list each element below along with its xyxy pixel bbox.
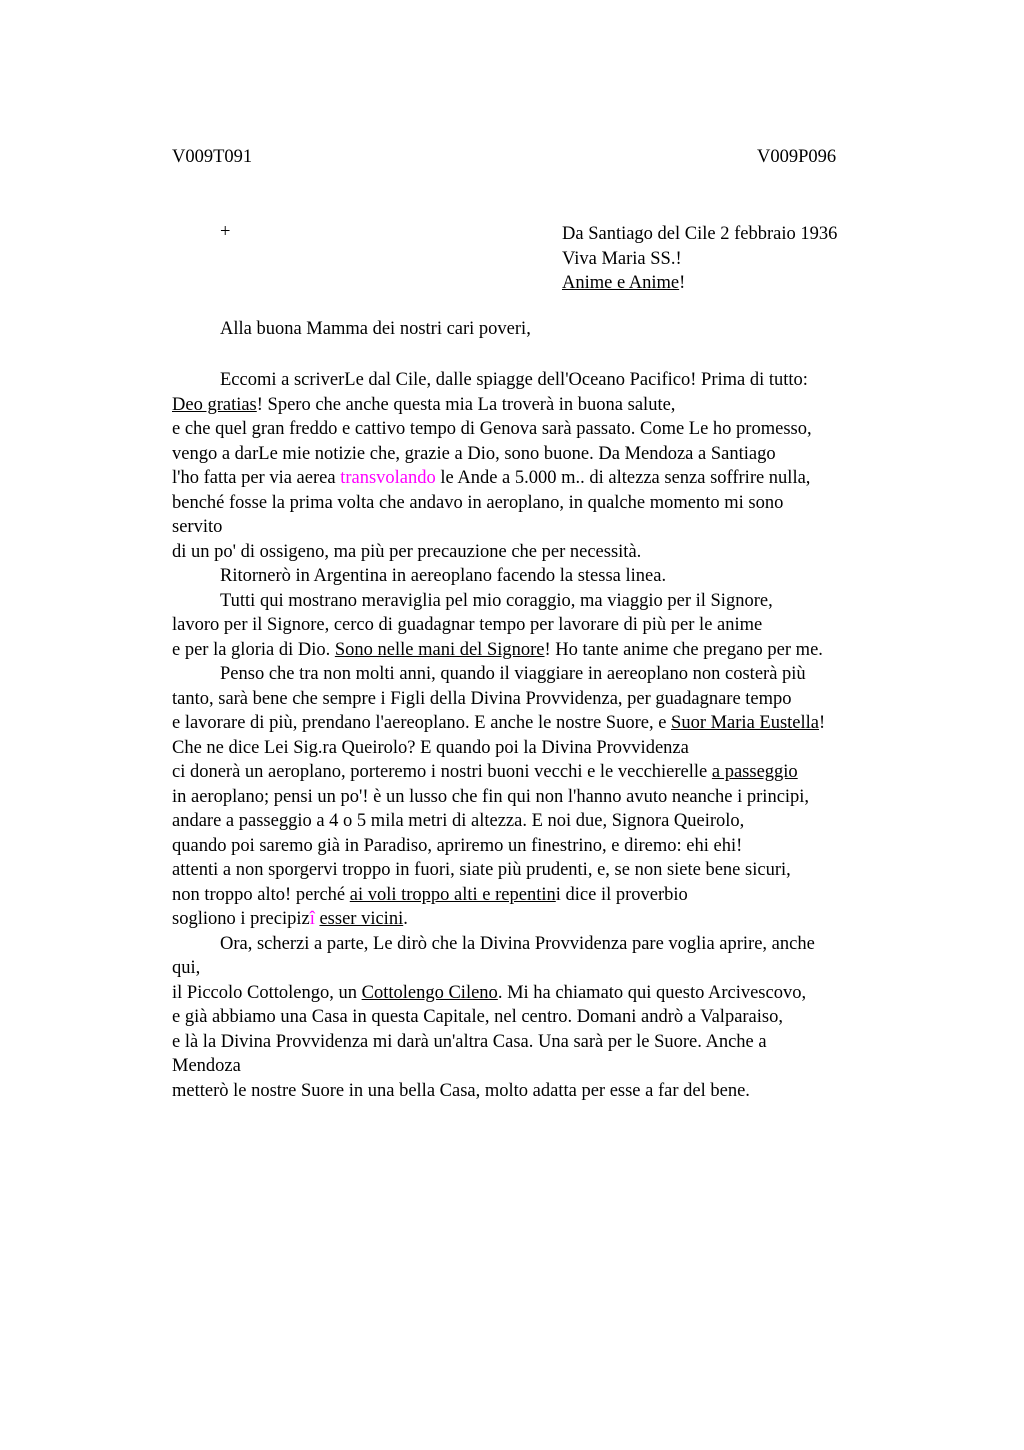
underlined-phrase: Deo gratias xyxy=(172,394,257,415)
body-line: e per la gloria di Dio. Sono nelle mani del Signore! Ho tante anime che pregano per me. xyxy=(172,639,823,660)
body-line: vengo a darLe mie notizie che, grazie a Dio, sono buone. Da Mendoza a Santiago xyxy=(172,443,776,464)
underlined-phrase: Cottolengo Cileno xyxy=(361,982,498,1003)
body-line: lavoro per il Signore, cerco di guadagnar tempo per lavorare di più per le anime xyxy=(172,615,763,635)
body-line: Eccomi a scriverLe dal Cile, dalle spiagge dell'Oceano Pacifico! Prima di tutto: xyxy=(220,370,808,390)
body-line: non troppo alto! perché ai voli troppo alti e repentini dice il proverbio xyxy=(172,884,688,905)
place-date: Da Santiago del Cile 2 febbraio 1936 xyxy=(562,224,838,244)
body-line: Ora, scherzi a parte, Le dirò che la Divina Provvidenza pare voglia aprire, anche xyxy=(220,933,815,954)
underlined-phrase: esser vicini xyxy=(319,909,404,929)
body-line: Deo gratias! Spero che anche questa mia La troverà in buona salute, xyxy=(172,394,676,415)
invocation: Viva Maria SS.! xyxy=(562,248,682,269)
motto-end: ! xyxy=(679,273,686,293)
underlined-phrase: Sono nelle mani del Signore xyxy=(334,639,545,660)
body-line: Tutti qui mostrano meraviglia pel mio coraggio, ma viaggio per il Signore, xyxy=(220,590,773,611)
highlighted-word: transvolando xyxy=(340,468,436,488)
motto xyxy=(562,271,837,296)
body-line: Ritornerò in Argentina in aereoplano facendo la stessa linea. xyxy=(220,566,667,586)
body-line: sogliono i precipizî esser vicini. xyxy=(172,909,408,929)
body-line: tanto, sarà bene che sempre i Figli della Divina Provvidenza, per guadagnare tempo xyxy=(172,688,792,709)
body-line: e già abbiamo una Casa in questa Capitale, nel centro. Domani andrò a Valparaiso, xyxy=(172,1007,783,1027)
body-line: l'ho fatta per via aerea transvolando le Ande a 5.000 m.. di altezza senza soffrire nulla, xyxy=(172,468,811,488)
body-line: servito xyxy=(172,517,223,537)
body-line: metterò le nostre Suore in una bella Casa, molto adatta per esse a far del bene. xyxy=(172,1080,750,1101)
motto-text: Anime e Anime xyxy=(562,273,680,293)
document-code-right: V009P096 xyxy=(757,147,837,167)
body-line: di un po' di ossigeno, ma più per precauzione che per necessità. xyxy=(172,541,642,562)
body-line: Mendoza xyxy=(172,1056,241,1076)
body-line: benché fosse la prima volta che andavo in aeroplano, in qualche momento mi sono xyxy=(172,492,784,513)
body-line: ci donerà un aeroplano, porteremo i nostri buoni vecchi e le vecchierelle a passeggio xyxy=(172,762,798,782)
body-line: quando poi saremo già in Paradiso, apriremo un finestrino, e diremo: ehi ehi! xyxy=(172,835,743,856)
letter-body xyxy=(172,368,912,1103)
body-line: Che ne dice Lei Sig.ra Queirolo? E quando poi la Divina Provvidenza xyxy=(172,737,689,758)
underlined-phrase: Suor Maria Eustella xyxy=(671,713,819,733)
body-line: attenti a non sporgervi troppo in fuori, siate più prudenti, e, se non siete bene sicuri, xyxy=(172,860,791,880)
letter-header xyxy=(562,222,837,296)
body-line: il Piccolo Cottolengo, un Cottolengo Cileno. Mi ha chiamato qui questo Arcivescovo, xyxy=(172,982,807,1003)
body-line: e là la Divina Provvidenza mi darà un'altra Casa. Una sarà per le Suore. Anche a xyxy=(172,1031,767,1052)
body-line: in aeroplano; pensi un po'! è un lusso che fin qui non l'hanno avuto neanche i principi, xyxy=(172,786,810,807)
body-line: Penso che tra non molti anni, quando il viaggiare in aereoplano non costerà più xyxy=(220,664,806,684)
underlined-phrase: ai voli troppo alti e repentin xyxy=(349,884,556,905)
document-code-left: V009T091 xyxy=(172,147,253,167)
cross-symbol: + xyxy=(220,222,231,242)
body-line: e lavorare di più, prendano l'aereoplano. E anche le nostre Suore, e Suor Maria Eustella! xyxy=(172,713,826,733)
body-line: qui, xyxy=(172,958,201,978)
salutation: Alla buona Mamma dei nostri cari poveri, xyxy=(220,319,531,339)
highlighted-letter: î xyxy=(309,909,315,929)
underlined-phrase: a passeggio xyxy=(711,762,798,782)
body-line: andare a passeggio a 4 o 5 mila metri di altezza. E noi due, Signora Queirolo, xyxy=(172,811,745,831)
body-line: e che quel gran freddo e cattivo tempo di Genova sarà passato. Come Le ho promesso, xyxy=(172,419,812,439)
